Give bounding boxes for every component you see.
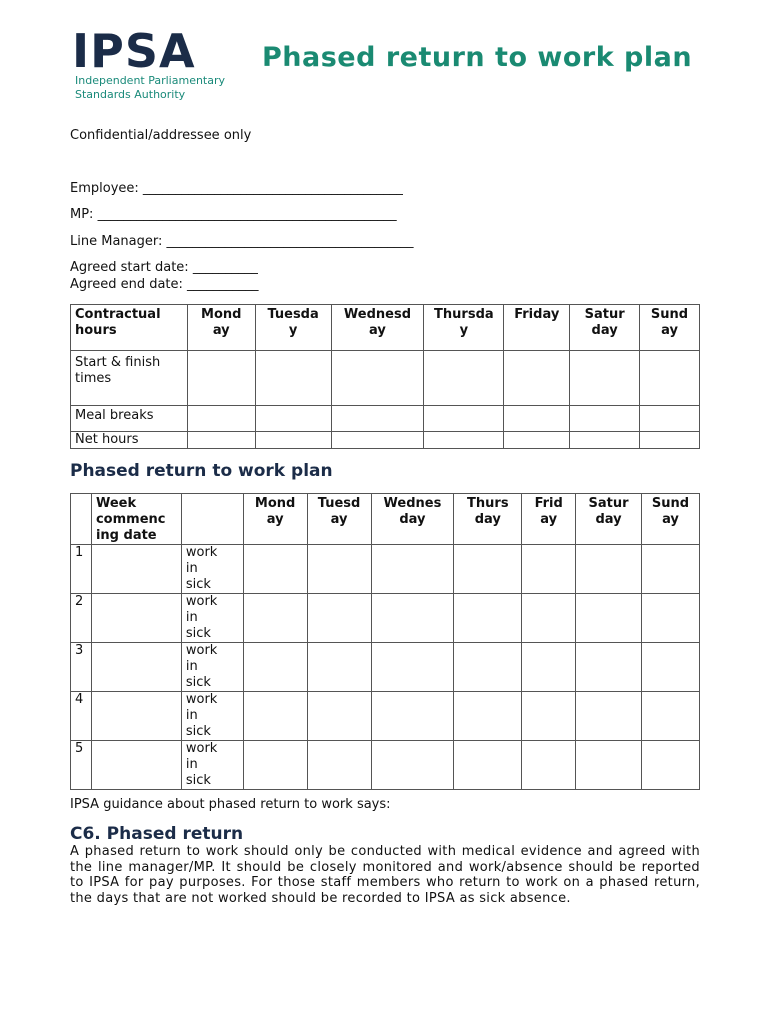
contract-cell[interactable] <box>255 351 331 406</box>
contract-cell[interactable] <box>640 432 700 449</box>
start-date-field[interactable]: Agreed start date: __________ <box>70 260 258 275</box>
plan-row-working <box>71 643 700 676</box>
plan-cell[interactable] <box>642 594 700 643</box>
working-label: work in <box>181 692 243 725</box>
plan-cell[interactable] <box>522 692 576 741</box>
plan-cell[interactable] <box>642 692 700 741</box>
contract-row <box>71 351 700 406</box>
plan-header-cell: Frid ay <box>522 494 576 545</box>
plan-cell[interactable] <box>243 594 307 643</box>
plan-cell[interactable] <box>371 545 454 594</box>
plan-cell[interactable] <box>307 741 371 790</box>
plan-header-cell: Tuesd ay <box>307 494 371 545</box>
plan-header-cell: Wednes day <box>371 494 454 545</box>
contract-header-cell: Mond ay <box>187 305 255 351</box>
plan-cell[interactable] <box>243 545 307 594</box>
contract-cell[interactable] <box>570 351 640 406</box>
plan-header-cell: Thurs day <box>454 494 522 545</box>
guidance-text: A phased return to work should only be conducted with medical evidence and agreed with the line manager/MP. It should be closely monitored and work/absence should be reported to IPSA for pay purposes. For those staff members who return to work on a phased return, the days that are not worked should be recorded to IPSA as sick absence. <box>70 844 700 906</box>
plan-cell[interactable] <box>371 594 454 643</box>
working-label: work in <box>181 643 243 676</box>
contract-header-cell: Sund ay <box>640 305 700 351</box>
contract-header-cell: Thursda y <box>424 305 504 351</box>
contract-cell[interactable] <box>331 406 424 432</box>
contract-cell[interactable] <box>331 432 424 449</box>
plan-cell[interactable] <box>576 545 642 594</box>
contract-cell[interactable] <box>504 406 570 432</box>
guidance-intro: IPSA guidance about phased return to work says: <box>70 797 391 812</box>
plan-row-working <box>71 692 700 725</box>
contract-cell[interactable] <box>255 432 331 449</box>
week-date-cell[interactable] <box>91 594 181 643</box>
plan-cell[interactable] <box>307 643 371 692</box>
working-label: work in <box>181 545 243 578</box>
end-date-field[interactable]: Agreed end date: ___________ <box>70 277 259 292</box>
contract-cell[interactable] <box>187 406 255 432</box>
contract-cell[interactable] <box>640 351 700 406</box>
week-number: 2 <box>71 594 92 643</box>
plan-cell[interactable] <box>371 741 454 790</box>
sick-label: sick <box>181 626 243 643</box>
plan-cell[interactable] <box>522 594 576 643</box>
sick-label: sick <box>181 773 243 790</box>
sick-label: sick <box>181 577 243 594</box>
plan-header-index <box>71 494 92 545</box>
confidential-note: Confidential/addressee only <box>70 128 252 143</box>
plan-cell[interactable] <box>243 692 307 741</box>
ipsa-logo-subtitle <box>75 74 225 102</box>
plan-cell[interactable] <box>642 545 700 594</box>
plan-cell[interactable] <box>454 545 522 594</box>
contract-cell[interactable] <box>424 351 504 406</box>
plan-cell[interactable] <box>371 692 454 741</box>
contract-cell[interactable] <box>255 406 331 432</box>
plan-cell[interactable] <box>307 545 371 594</box>
contract-cell[interactable] <box>504 351 570 406</box>
contract-row-label: Net hours <box>71 432 188 449</box>
plan-cell[interactable] <box>522 545 576 594</box>
plan-cell[interactable] <box>454 741 522 790</box>
plan-cell[interactable] <box>576 643 642 692</box>
working-label: work in <box>181 741 243 774</box>
week-date-cell[interactable] <box>91 741 181 790</box>
plan-cell[interactable] <box>243 741 307 790</box>
plan-cell[interactable] <box>454 643 522 692</box>
phased-plan-table <box>70 493 700 790</box>
contract-row <box>71 406 700 432</box>
plan-header-cell: Satur day <box>576 494 642 545</box>
guidance-heading: C6. Phased return <box>70 824 244 844</box>
sick-label: sick <box>181 675 243 692</box>
working-label: work in <box>181 594 243 627</box>
plan-cell[interactable] <box>454 692 522 741</box>
contract-cell[interactable] <box>187 432 255 449</box>
plan-cell[interactable] <box>522 741 576 790</box>
contract-header-cell: Tuesda y <box>255 305 331 351</box>
week-number: 5 <box>71 741 92 790</box>
contract-header-cell: Friday <box>504 305 570 351</box>
contract-cell[interactable] <box>424 406 504 432</box>
line-manager-field[interactable]: Line Manager: ______________________________________ <box>70 234 414 249</box>
week-number: 1 <box>71 545 92 594</box>
plan-cell[interactable] <box>576 692 642 741</box>
plan-cell[interactable] <box>307 594 371 643</box>
contract-cell[interactable] <box>424 432 504 449</box>
page-title: Phased return to work plan <box>262 42 693 73</box>
contract-header-cell: Satur day <box>570 305 640 351</box>
plan-cell[interactable] <box>576 741 642 790</box>
plan-cell[interactable] <box>243 643 307 692</box>
plan-header-cell: Sund ay <box>642 494 700 545</box>
week-date-cell[interactable] <box>91 545 181 594</box>
contract-row-label: Start & finish times <box>71 351 188 406</box>
ipsa-logo: IPSA <box>72 24 196 78</box>
week-date-cell[interactable] <box>91 692 181 741</box>
logo-sub-line-1: Independent Parliamentary <box>75 74 226 87</box>
contract-header-cell: Wednesd ay <box>331 305 424 351</box>
contract-cell[interactable] <box>570 432 640 449</box>
contract-cell[interactable] <box>187 351 255 406</box>
plan-cell[interactable] <box>576 594 642 643</box>
contract-cell[interactable] <box>570 406 640 432</box>
week-number: 3 <box>71 643 92 692</box>
contract-cell[interactable] <box>640 406 700 432</box>
plan-cell[interactable] <box>307 692 371 741</box>
plan-cell[interactable] <box>454 594 522 643</box>
contract-cell[interactable] <box>331 351 424 406</box>
contract-row <box>71 432 700 449</box>
week-number: 4 <box>71 692 92 741</box>
contract-row-label: Meal breaks <box>71 406 188 432</box>
plan-cell[interactable] <box>642 643 700 692</box>
plan-heading: Phased return to work plan <box>70 461 333 481</box>
plan-row-working <box>71 741 700 774</box>
plan-cell[interactable] <box>371 643 454 692</box>
plan-cell[interactable] <box>522 643 576 692</box>
logo-sub-line-2: Standards Authority <box>75 88 186 101</box>
employee-field[interactable]: Employee: ________________________________________ <box>70 181 403 196</box>
plan-header-cell: Week commenc ing date <box>91 494 181 545</box>
plan-cell[interactable] <box>642 741 700 790</box>
plan-row-working <box>71 594 700 627</box>
sick-label: sick <box>181 724 243 741</box>
contractual-hours-table <box>70 304 700 449</box>
plan-header-status <box>181 494 243 545</box>
mp-field[interactable]: MP: ______________________________________________ <box>70 207 397 222</box>
week-date-cell[interactable] <box>91 643 181 692</box>
plan-row-working <box>71 545 700 578</box>
plan-header-cell: Mond ay <box>243 494 307 545</box>
contract-header-cell: Contractual hours <box>71 305 188 351</box>
contract-cell[interactable] <box>504 432 570 449</box>
